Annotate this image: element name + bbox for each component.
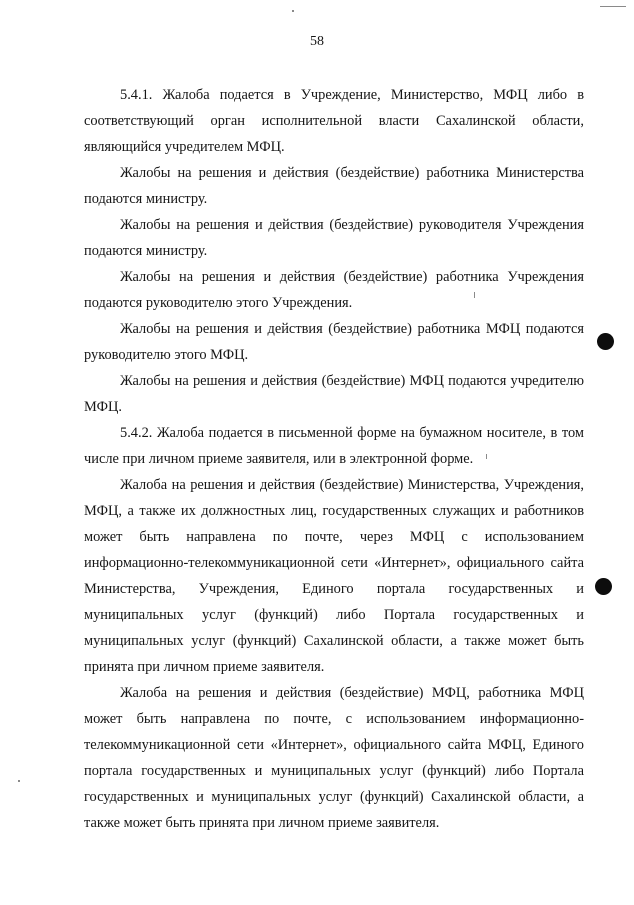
scan-speck [600,6,626,7]
paragraph-mfc-submission-channels: Жалоба на решения и действия (бездействие) МФЦ, работника МФЦ может быть направлена по почте, с использованием информационно-телекоммуникационной сети «Интернет», официального сайта МФЦ, Единого портала государственных и муниципальных услуг (функций) либо Портала государственных и муниципальных услуг (функций) Сахалинской области, а также может быть принята при личном приеме заявителя. [84,685,584,831]
paragraph-institution-head-complaints: Жалобы на решения и действия (бездействие) руководителя Учреждения подаются министру. [84,217,584,259]
paragraph-5-4-2: 5.4.2. Жалоба подается в письменной форме на бумажном носителе, в том числе при личном приеме заявителя, или в электронной форме. [84,425,584,467]
page-number: 58 [310,34,324,49]
paragraph-institution-worker-complaints: Жалобы на решения и действия (бездействие) работника Учреждения подаются руководителю этого Учреждения. [84,269,584,311]
paragraph-5-4-1: 5.4.1. Жалоба подается в Учреждение, Министерство, МФЦ либо в соответствующий орган исполнительной власти Сахалинской области, являющийся учредителем МФЦ. [84,87,584,155]
scan-speck [474,292,475,298]
paragraph-mfc-complaints: Жалобы на решения и действия (бездействие) МФЦ подаются учредителю МФЦ. [84,373,584,415]
binder-hole-upper [597,333,614,350]
scan-speck [292,10,294,12]
scan-speck [18,780,20,782]
document-body [84,82,584,836]
paragraph-mfc-worker-complaints: Жалобы на решения и действия (бездействие) работника МФЦ подаются руководителю этого МФЦ. [84,321,584,363]
paragraph-ministry-worker-complaints: Жалобы на решения и действия (бездействие) работника Министерства подаются министру. [84,165,584,207]
scan-speck [486,454,487,459]
binder-hole-lower [595,578,612,595]
paragraph-submission-channels: Жалоба на решения и действия (бездействие) Министерства, Учреждения, МФЦ, а также их должностных лиц, государственных служащих и работников может быть направлена по почте, через МФЦ с использованием информационно-телекоммуникационной сети «Интернет», официального сайта Министерства, Учреждения, Единого портала государственных и муниципальных услуг (функций) либо Портала государственных и муниципальных услуг (функций) Сахалинской области, а также может быть принята при личном приеме заявителя. [84,477,584,675]
